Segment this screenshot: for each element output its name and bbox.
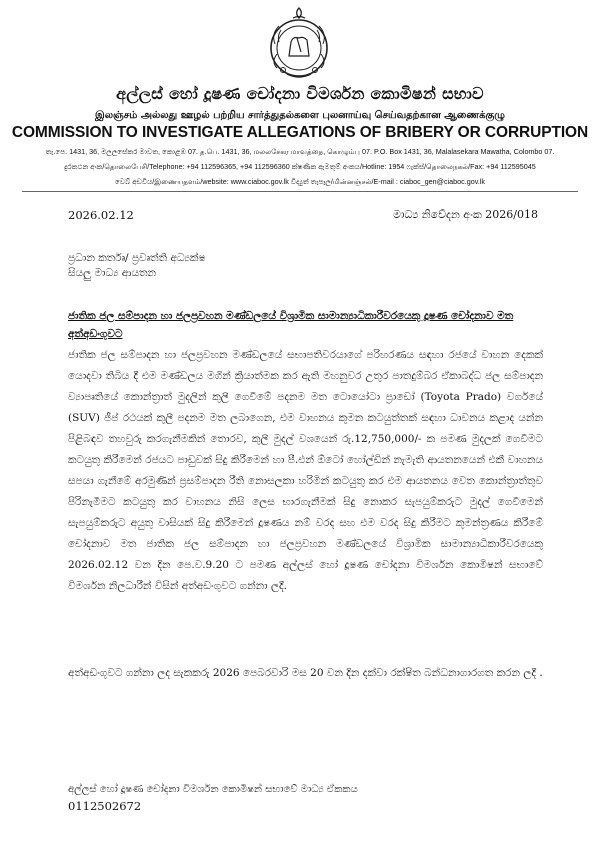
sri-lanka-national-emblem-icon: [263, 6, 335, 82]
addressee-line-1: ප්‍රධාන කර්තෘ/ ප්‍රවෘත්ති අධ්‍යක්ෂ: [68, 252, 206, 264]
media-release-number: මාධ්‍ය නිවේදන අංක 2026/018: [393, 208, 538, 221]
commission-name-english: COMMISSION TO INVESTIGATE ALLEGATIONS OF BRIBERY OR CORRUPTION: [11, 124, 589, 141]
addressee-line-2: සියලු මාධ්‍ය ආයතන: [68, 267, 157, 279]
letter-closing-paragraph: අත්අඩංගුවට ගන්නා ලද සැකකරු 2026 පෙබරවාරි මස 20 වන දින දක්වා රක්ෂිත බන්ධනාගාරගත කරන ලදී .: [68, 667, 543, 679]
letter-date: 2026.02.12: [68, 208, 134, 222]
postal-address: තැ.පෙ. 1431, 36, මලලසේකර මාවත, කොළඹ 07. த.பெ. 1431, 36, மலலசேகர மாவத்தை, கொழும்பு 07. P.O. Box 1431, 36, Malalasekara Mawatha, Colombo 07.: [45, 147, 555, 156]
letter-subject: ජාතික ජල සම්පාදන හා ජලප්‍රවහන මණ්ඩලයේ විශ්‍රාමික සාමාන්‍යාධිකාරීවරයෙකු දූෂණ චෝදනාව මත අත්අඩංගුවට: [68, 310, 514, 340]
media-unit-name: අල්ලස් හෝ දූෂණ චෝදනා විමර්ශන කොමිෂන් සභාවේ මාධ්‍ය ඒකකය: [68, 784, 358, 795]
commission-name-sinhala: අල්ලස් හෝ දූෂණ චෝදනා විමර්ශන කොමිෂන් සභාව: [116, 84, 484, 103]
commission-name-tamil: இலஞ்சம் அல்லது ஊழல் பற்றிய சார்த்துதல்களை புலனாய்வு செய்வதற்கான ஆணைக்குழு: [95, 110, 505, 121]
letter-body-paragraph: ජාතික ජල සම්පාදන හා ජලප්‍රවහන මණ්ඩලයේ සභාපතිවරයාගේ පරිහරණය සඳහා රජයේ වාහන දෙකක් යොදවා තිබිය දී එම මණ්ඩලය මගින් ක්‍රියාත්මක කර ඇති මහනුවර උතුර පාතදුම්බර ඒකාබද්ධ ජල සම්පාදන ව්‍යාපෘතියේ කොන්ත්‍රාත් මුදලින් කුලී ගෙවීමේ පදනම මත ටොයෝටා ප්‍රාඩෝ (Toyota Prado) වර්ගයේ (SUV) ජීප් රථයක් කුලී පදනම මත ලබාගෙන, එම වාහනය කුමන කටයුත්තක් සඳහා ධාවනය කළාද යන්න පිළිබඳව තහවුරු කරගැනීමකින් තොරව, කුලී මුදල් වශයෙන් රු.12,750,000/- ක පමණ මුදලක් ගෙවීමට කටයුතු කිරීමෙන් රජයට පාඩුවක් සිදු කිරීමෙන් හා පී.එන් ඕටෝ හෝල්ඩින් නැමැති ආයතනයෙන් එකී වාහනය සපයා ගැනීමේ අරමුණින් ප්‍රසම්පාදන රීති නොසලකා හරිමින් කටයුතු කර එම ආයතනය වෙත කොන්ත්‍රාත්තුව පිරිනැමීමට කටයුතු කර වාහනය නිසි ලෙස භාරගැනීමක් සිදු නොකර සැපයුම්කරුට මුදල් ගෙවීමෙන් සැපයුම්කරුට අයුතු වාසියක් සිදු කිරීමෙන් දූෂණය නම් වරද සහ එම වරද සිදු කිරීමට කුමන්ත්‍රණය කිරීමේ චෝදනාව මත ජාතික ජල සම්පාදන හා ජලප්‍රවහන මණ්ඩලයේ විශ්‍රාමික සාමාන්‍යාධිකාරීවරයෙකු 2026.02.12 වන දින පෙ.ව.9.20 ට පමණ අල්ලස් හෝ දූෂණ චෝදනා විමර්ශන කොමිෂන් සභාවේ විමර්ශන නිලධාරීන් විසින් අත්අඩංගුවට ගන්නා ලදී.: [68, 349, 543, 592]
media-unit-phone: 0112502672: [68, 799, 142, 813]
phone-contacts: දුරකථන අංක/தொலைபேசி/Telephone: +94 112596365, +94 112596360 ක්ෂණික ඇමතුම් අංකය/Hotline: 1954 ෆැක්ස්/தொலைநகல்/Fax: +94 112595045: [64, 162, 536, 171]
web-contacts: වෙබ් අඩවිය/இணையதளம்/website: www.ciaboc.gov.lk විද්‍යුත් තැපෑල/மின்னஞ்சல்/E-mail : ciaboc_gen@ciaboc.gov.lk: [115, 177, 485, 186]
header-divider: [22, 191, 578, 192]
